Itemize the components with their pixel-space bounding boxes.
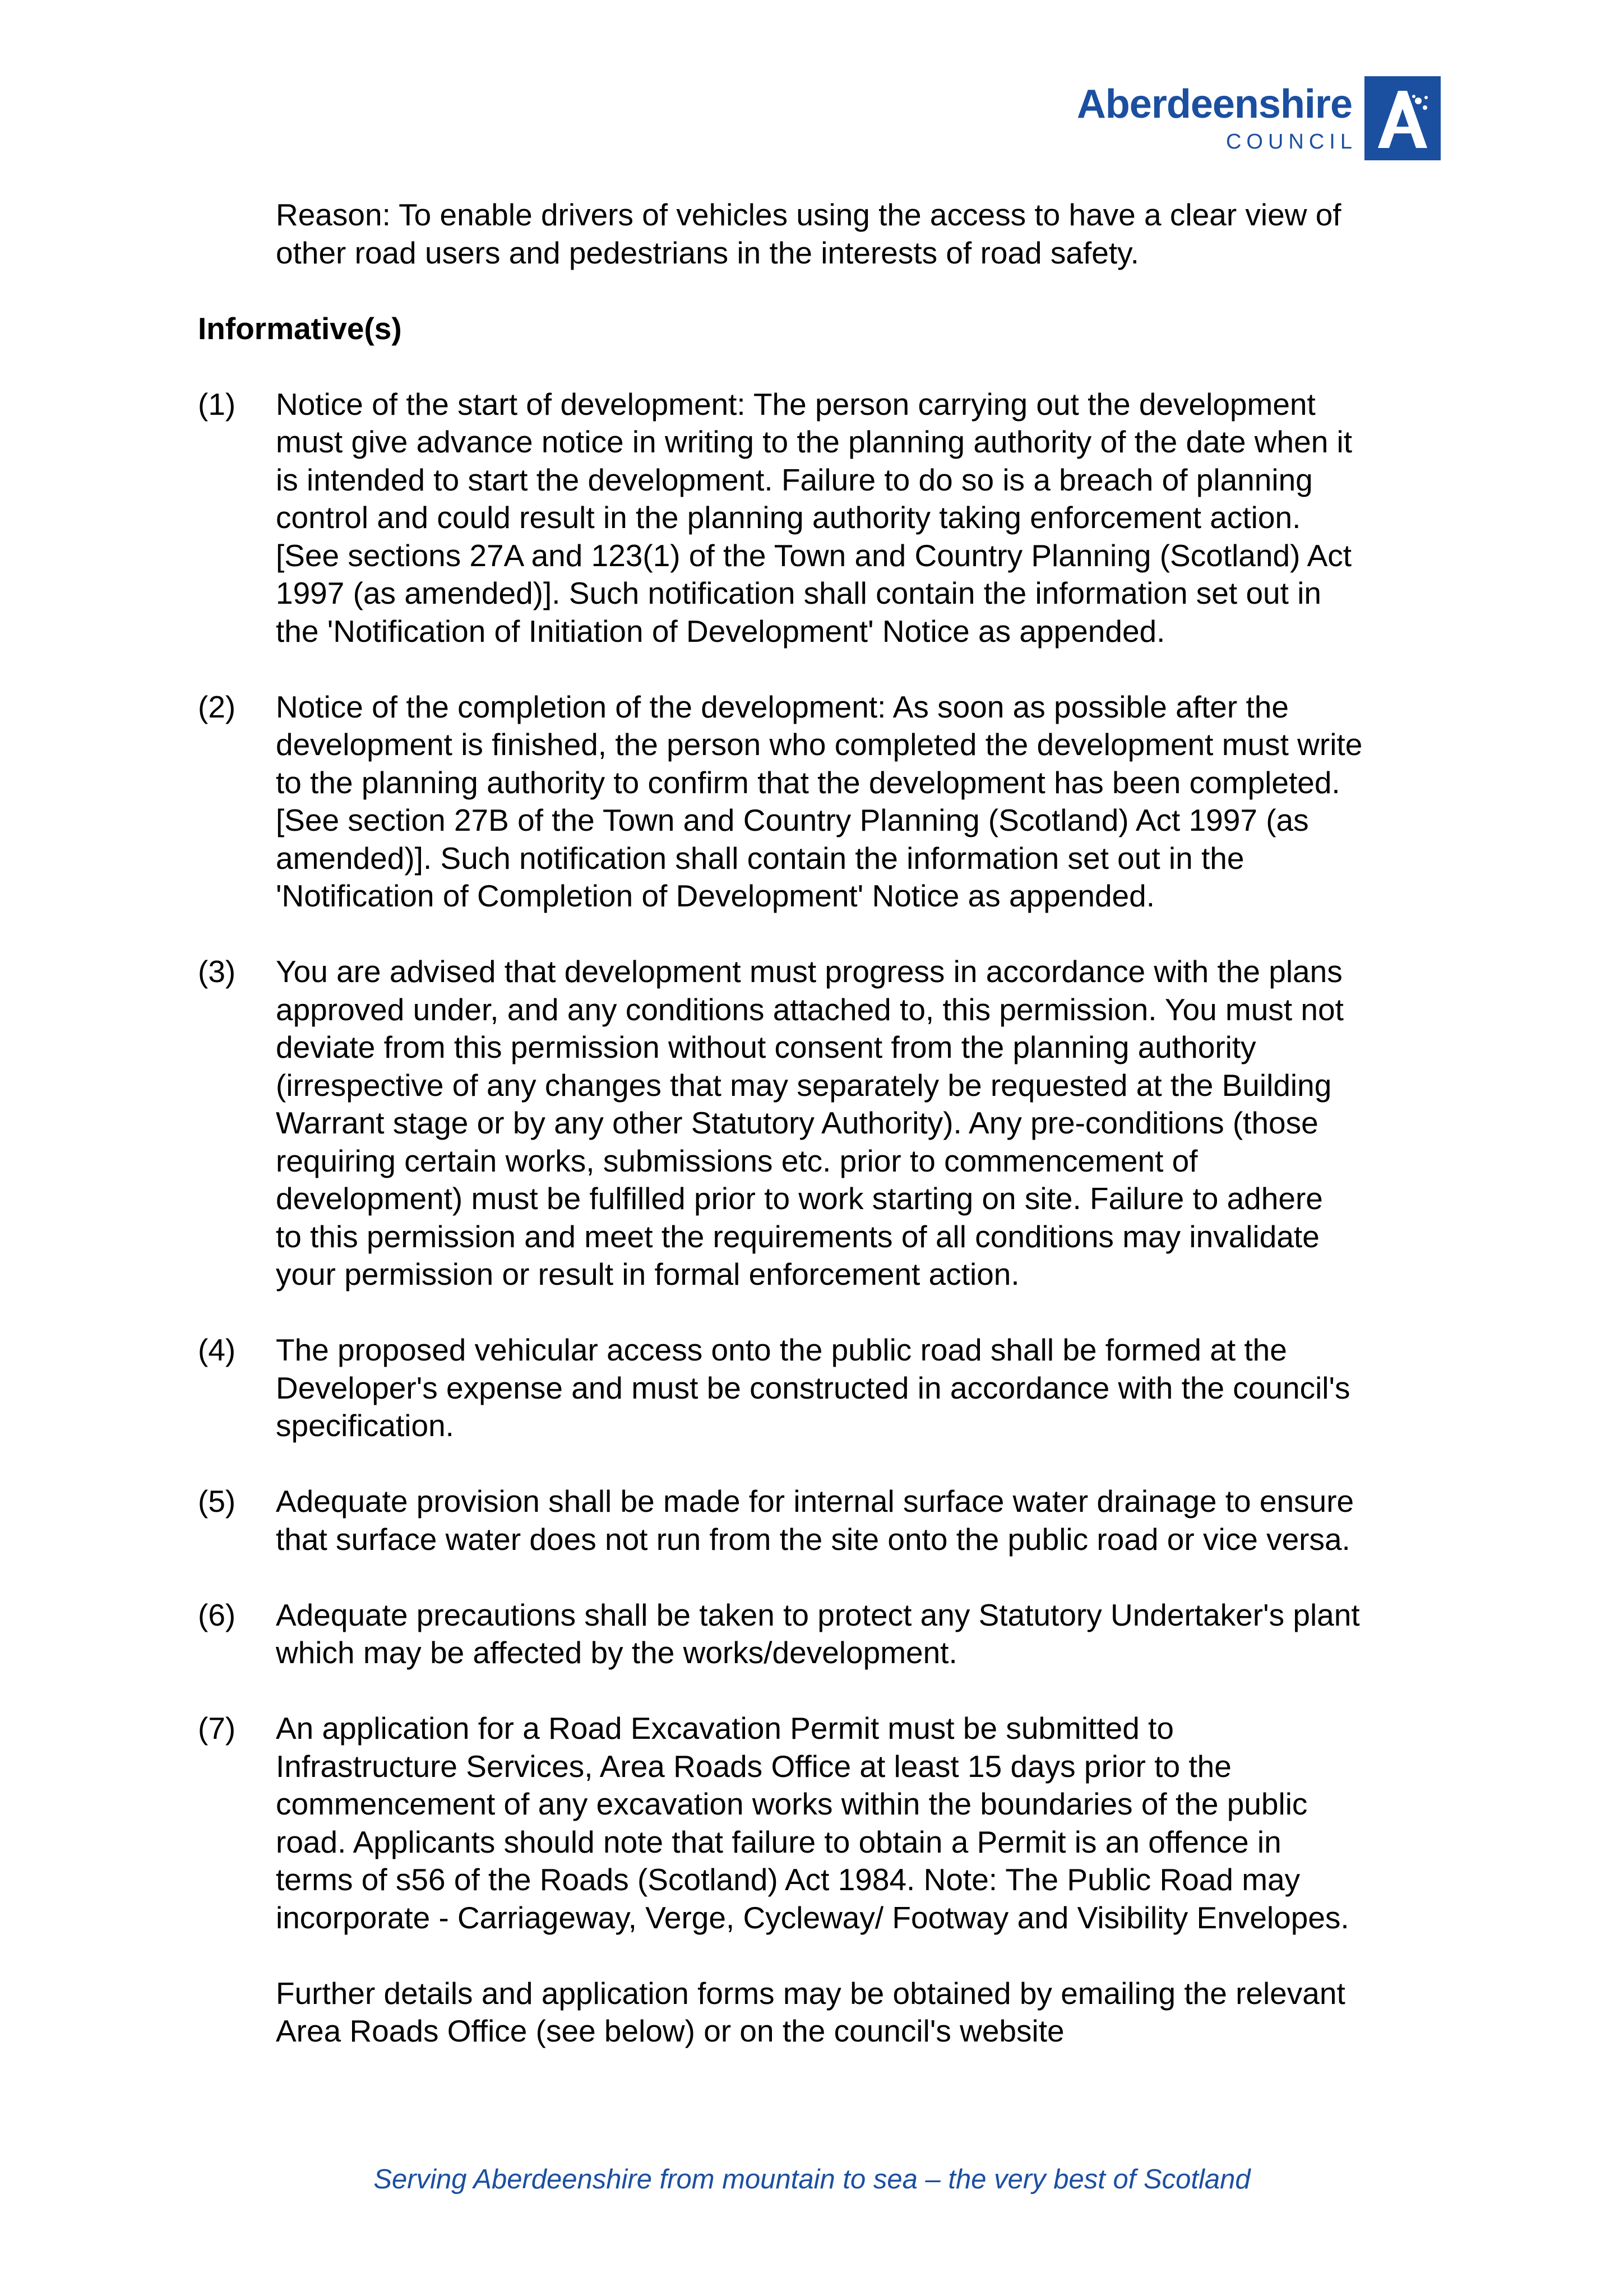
text-line: which may be affected by the works/development.	[276, 1635, 957, 1670]
text-line: requiring certain works, submissions etc. prior to commencement of	[276, 1143, 1198, 1178]
text-line: control and could result in the planning authority taking enforcement action.	[276, 500, 1301, 535]
text-line: must give advance notice in writing to the planning authority of the date when it	[276, 424, 1353, 459]
text-line: [See sections 27A and 123(1) of the Town and Country Planning (Scotland) Act	[276, 538, 1352, 573]
item-text	[276, 1483, 1448, 1558]
text-line: the 'Notification of Initiation of Development' Notice as appended.	[276, 613, 1165, 649]
text-line: You are advised that development must progress in accordance with the plans	[276, 954, 1343, 989]
text-line: is intended to start the development. Failure to do so is a breach of planning	[276, 462, 1313, 497]
text-line: 1997 (as amended)]. Such notification shall contain the information set out in	[276, 576, 1322, 610]
text-line: Infrastructure Services, Area Roads Office at least 15 days prior to the	[276, 1748, 1232, 1784]
text-line: that surface water does not run from the site onto the public road or vice versa.	[276, 1521, 1350, 1557]
text-line: Adequate provision shall be made for internal surface water drainage to ensure	[276, 1484, 1354, 1519]
informative-item-7	[198, 1710, 1448, 1937]
text-line: commencement of any excavation works within the boundaries of the public	[276, 1786, 1308, 1821]
text-line: your permission or result in formal enforcement action.	[276, 1257, 1020, 1292]
reason-paragraph	[198, 196, 1448, 272]
informative-item-3	[198, 953, 1448, 1294]
text-line: 'Notification of Completion of Development' Notice as appended.	[276, 878, 1155, 913]
text-line: Adequate precautions shall be taken to protect any Statutory Undertaker's plant	[276, 1597, 1360, 1632]
item-number: (4)	[198, 1332, 236, 1367]
text-line: Notice of the completion of the development: As soon as possible after the	[276, 689, 1289, 724]
item-number: (3)	[198, 954, 236, 989]
informatives-heading: Informative(s)	[198, 311, 402, 346]
text-line: amended)]. Such notification shall contain the information set out in the	[276, 840, 1244, 876]
item-number: (7)	[198, 1711, 236, 1746]
item-text	[276, 1331, 1448, 1445]
text-line: development) must be fulfilled prior to work starting on site. Failure to adhere	[276, 1181, 1323, 1216]
text-line: other road users and pedestrians in the interests of road safety.	[276, 235, 1139, 270]
logo-name: Aberdeenshire	[1076, 82, 1352, 127]
text-line: The proposed vehicular access onto the public road shall be formed at the	[276, 1332, 1287, 1367]
logo-a-mark-icon	[1364, 76, 1441, 160]
text-line: (irrespective of any changes that may separately be requested at the Building	[276, 1067, 1332, 1103]
document-body	[198, 196, 1448, 2050]
text-line: development is finished, the person who completed the development must write	[276, 727, 1363, 762]
item-text	[276, 1596, 1448, 1672]
text-line: specification.	[276, 1408, 454, 1443]
text-line: Reason: To enable drivers of vehicles using the access to have a clear view of	[276, 197, 1341, 232]
text-line: Developer's expense and must be constructed in accordance with the council's	[276, 1370, 1350, 1405]
text-line: to this permission and meet the requirements of all conditions may invalidate	[276, 1219, 1320, 1254]
text-line: incorporate - Carriageway, Verge, Cycleway/ Footway and Visibility Envelopes.	[276, 1900, 1349, 1935]
text-line: approved under, and any conditions attached to, this permission. You must not	[276, 992, 1344, 1027]
item-number: (6)	[198, 1597, 236, 1632]
further-details-paragraph	[198, 1975, 1448, 2050]
item-text	[276, 386, 1448, 651]
text-line: Notice of the start of development: The person carrying out the development	[276, 386, 1316, 422]
text-line: [See section 27B of the Town and Country Planning (Scotland) Act 1997 (as	[276, 803, 1309, 837]
informative-item-2	[198, 688, 1448, 915]
item-number: (2)	[198, 689, 236, 724]
text-line: road. Applicants should note that failure to obtain a Permit is an offence in	[276, 1824, 1281, 1859]
item-number: (5)	[198, 1484, 236, 1519]
text-line: to the planning authority to confirm that the development has been completed.	[276, 765, 1340, 800]
informative-item-4	[198, 1331, 1448, 1445]
text-line: Area Roads Office (see below) or on the council's website	[276, 2013, 1065, 2048]
item-number: (1)	[198, 386, 236, 422]
council-logo	[1077, 76, 1441, 160]
text-line: deviate from this permission without consent from the planning authority	[276, 1030, 1256, 1064]
informative-item-5	[198, 1483, 1448, 1558]
text-line: Warrant stage or by any other Statutory Authority). Any pre-conditions (those	[276, 1105, 1318, 1140]
informative-item-6	[198, 1596, 1448, 1672]
item-text	[276, 953, 1448, 1294]
logo-subtitle: COUNCIL	[1225, 130, 1357, 154]
item-text	[276, 688, 1448, 915]
text-line: Further details and application forms may be obtained by emailing the relevant	[276, 1975, 1345, 2011]
text-line: An application for a Road Excavation Permit must be submitted to	[276, 1711, 1174, 1746]
item-text	[276, 1710, 1448, 1937]
text-line: terms of s56 of the Roads (Scotland) Act 1984. Note: The Public Road may	[276, 1862, 1301, 1897]
footer-tagline: Serving Aberdeenshire from mountain to sea – the very best of Scotland	[373, 2164, 1251, 2195]
logo-wordmark	[1076, 82, 1357, 154]
informative-item-1	[198, 386, 1448, 651]
